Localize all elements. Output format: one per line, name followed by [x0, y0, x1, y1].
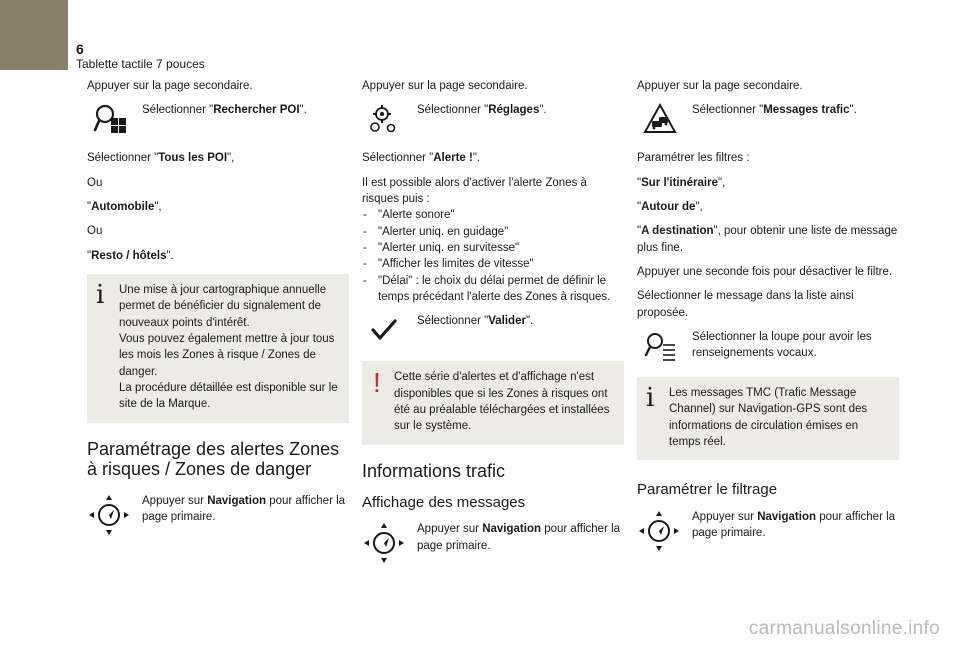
page-number: 6: [76, 41, 84, 57]
list-item: - "Afficher les limites de vitesse": [362, 256, 624, 272]
heading-alerts: Paramétrage des alertes Zones à risques / Zones de danger: [87, 438, 340, 479]
nav-step-col3: Appuyer sur Navigation pour afficher la page primaire.: [637, 509, 899, 555]
list-item: - "Délai" : le choix du délai permet de définir le temps précédant l'alerte des Zones à risques.: [362, 273, 624, 306]
valider-label: Valider: [488, 315, 526, 328]
info-note-map-update: i Une mise à jour cartographique annuelle permet de bénéficier du signalement de nouveaux points d'intérêt. Vous pouvez également mettre à jour tous les mois les Zones à risque / Zones de danger. La procédure détaillée est disponible sur le site de la Marque.: [87, 274, 349, 423]
traffic-step: Sélectionner "Messages trafic".: [637, 102, 899, 140]
info-note-tmc: i Les messages TMC (Trafic Message Channel) sur Navigation-GPS sont des informations de circulation émises en temps réel.: [637, 377, 899, 460]
checkmark-icon: [368, 313, 402, 347]
alert-possible-text: Il est possible alors d'activer l'alerte Zones à risques puis :: [362, 176, 587, 205]
magnifier-step: Sélectionner la loupe pour avoir les renseignements vocaux.: [637, 329, 899, 367]
column-middle: [362, 78, 624, 577]
list-item: - "Alerter uniq. en survitesse": [362, 240, 624, 256]
nav-step-col2: Appuyer sur Navigation pour afficher la page primaire.: [362, 521, 624, 567]
navigation-arrow-icon: [637, 509, 681, 553]
navigation-arrow-icon: [362, 521, 406, 565]
filters-line: Paramétrer les filtres :: [637, 152, 750, 165]
alert-line: Sélectionner "Alerte !".: [362, 152, 481, 165]
list-item: - "Alerter uniq. en guidage": [362, 224, 624, 240]
magnifier-list-icon: [643, 329, 677, 363]
rechercher-poi-label: Rechercher POI: [213, 104, 300, 117]
info-icon: i: [96, 279, 105, 310]
info-icon: i: [646, 382, 655, 413]
traffic-messages-icon: [643, 102, 677, 136]
subheading-messages: Affichage des messages: [362, 493, 526, 511]
heading-filtering: Paramétrer le filtrage: [637, 481, 778, 499]
messages-trafic-label: Messages trafic: [763, 104, 850, 117]
warning-icon: !: [373, 367, 381, 399]
around-filter: "Autour de",: [637, 200, 703, 213]
deactivate-text: Appuyer une seconde fois pour désactiver le filtre.: [637, 265, 893, 278]
page-tab: [0, 0, 68, 70]
destination-filter: "A destination", pour obtenir une liste de message plus fine.: [637, 225, 898, 254]
watermark: carmanualsonline.info: [748, 618, 940, 640]
poi-search-icon: [93, 102, 127, 136]
settings-step: Sélectionner "Réglages".: [362, 102, 624, 140]
col3-intro: Appuyer sur la page secondaire.: [637, 80, 803, 92]
automobile-line: "Automobile",: [87, 200, 162, 213]
reglages-label: Réglages: [488, 104, 540, 117]
route-filter: "Sur l'itinéraire",: [637, 176, 726, 189]
validate-step: Sélectionner "Valider".: [362, 313, 624, 351]
list-item: - "Alerte sonore": [362, 207, 624, 223]
select-message-text: Sélectionner le message dans la liste ainsi proposée.: [637, 290, 854, 319]
col1-intro: Appuyer sur la page secondaire.: [87, 80, 253, 92]
all-poi-line: Sélectionner "Tous les POI",: [87, 152, 235, 165]
col2-intro: Appuyer sur la page secondaire.: [362, 80, 528, 92]
heading-traffic: Informations trafic: [362, 460, 506, 481]
nav-step-col1: Appuyer sur Navigation pour afficher la page primaire.: [87, 493, 349, 539]
poi-search-step: Sélectionner "Rechercher POI".: [87, 102, 349, 140]
warning-note: ! Cette série d'alertes et d'affichage n'est disponibles que si les Zones à risques ont été au préalable téléchargées et installées sur le système.: [362, 361, 624, 444]
or-line-1: Ou: [87, 176, 103, 189]
alert-options-list: [362, 207, 624, 305]
column-left: [87, 78, 349, 549]
resto-line: "Resto / hôtels".: [87, 249, 174, 262]
column-right: [637, 78, 899, 565]
section-title: Tablette tactile 7 pouces: [76, 57, 205, 71]
gear-settings-icon: [368, 102, 402, 136]
or-line-2: Ou: [87, 225, 103, 238]
navigation-arrow-icon: [87, 493, 131, 537]
